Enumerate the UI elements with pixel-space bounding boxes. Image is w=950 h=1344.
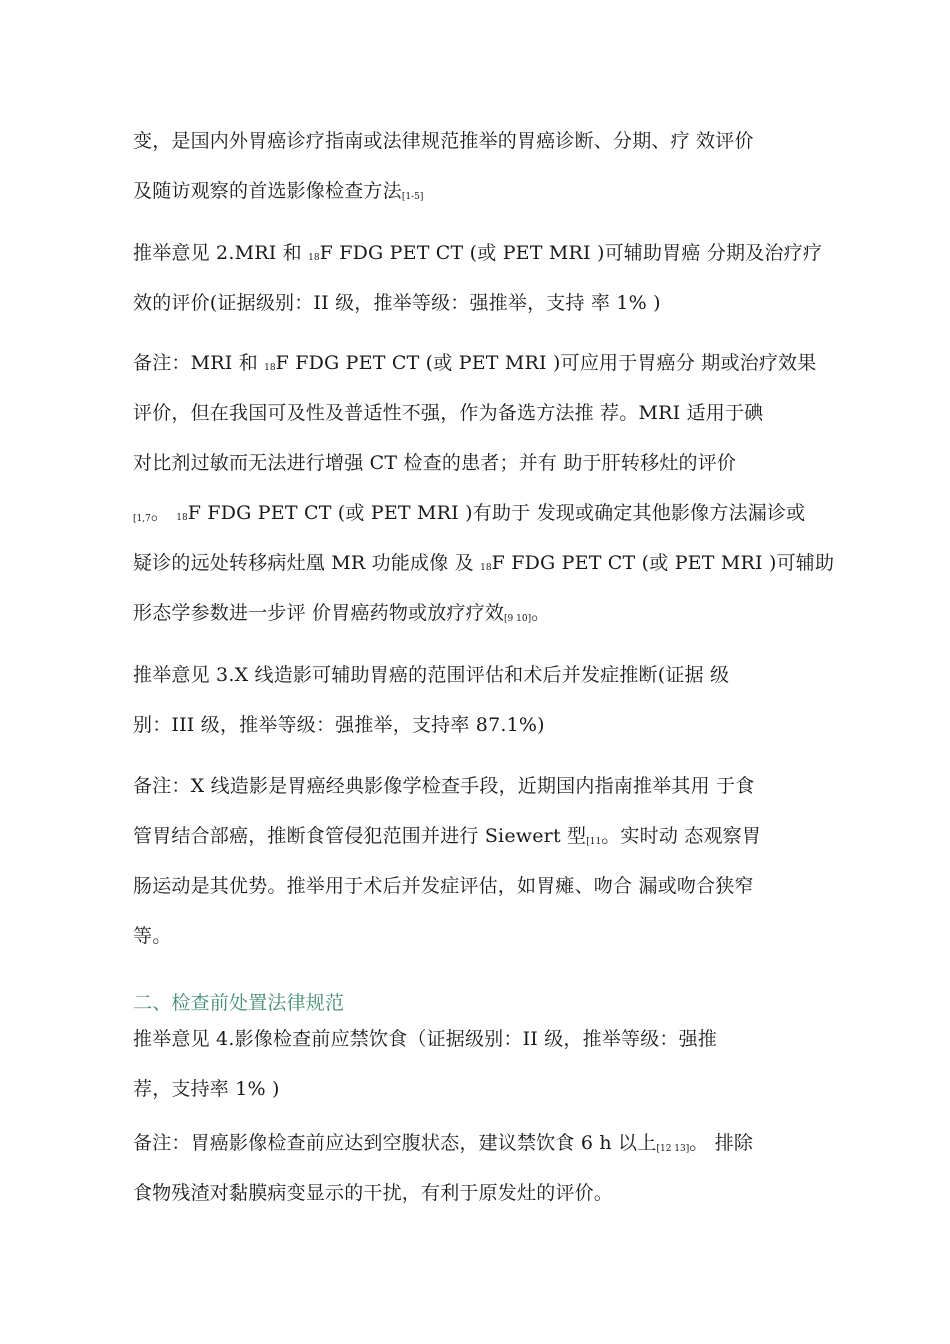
- note-3-line-3: 对比剂过敏而无法进行增强 CT 检查的患者；并有 助于肝转移灶的评价: [133, 452, 737, 474]
- recommendation-4-line-1: 推举意见 4.影像检查前应禁饮食（证据级别：II 级，推举等级：强推: [133, 1028, 718, 1050]
- note-3-line-6: 形态学参数进一步评 价胃癌药物或放疗疗效[9 10]。: [133, 602, 551, 624]
- citation-ref: [11: [586, 837, 602, 847]
- citation-ref: [9 10]: [504, 614, 532, 624]
- p1-line-2: 及随访观察的首选影像检查方法[1-5]: [133, 180, 424, 202]
- citation-ref: [1-5]: [401, 192, 424, 202]
- note-5-line-1: 备注：胃癌影像检查前应达到空腹状态，建议禁饮食 6 h 以上[12 13]。 排除: [133, 1132, 754, 1154]
- isotope-mass-number: 18: [480, 563, 492, 573]
- recommendation-2-line-1: 推举意见 2.MRI 和 18F FDG PET CT (或 PET MRI )可辅助胃癌 分期及治疗疗: [133, 242, 823, 264]
- note-4-line-3: 肠运动是其优势。推举用于术后并发症评估，如胃瘫、吻合 漏或吻合狭窄: [133, 875, 754, 897]
- note-3-line-4: [1,7。 18F FDG PET CT (或 PET MRI )有助于 发现或确定其他影像方法漏诊或: [133, 502, 806, 524]
- note-3-line-1: 备注：MRI 和 18F FDG PET CT (或 PET MRI )可应用于胃癌分 期或治疗效果: [133, 352, 817, 374]
- note-4-line-1: 备注：X 线造影是胃癌经典影像学检查手段，近期国内指南推举其用 于食: [133, 775, 755, 797]
- isotope-mass-number: 18: [308, 253, 320, 263]
- note-4-line-2: 管胃结合部癌，推断食管侵犯范围并进行 Siewert 型[11。实时动 态观察胃: [133, 825, 762, 847]
- recommendation-2-line-2: 效的评价(证据级别：II 级，推举等级：强推举，支持 率 1% ): [133, 292, 661, 314]
- section-heading: 二、检查前处置法律规范: [133, 992, 345, 1014]
- recommendation-3-line-1: 推举意见 3.X 线造影可辅助胃癌的范围评估和术后并发症推断(证据 级: [133, 664, 730, 686]
- recommendation-4-line-2: 荐，支持率 1% ): [133, 1078, 280, 1100]
- note-3-line-5: 疑诊的远处转移病灶凰 MR 功能成像 及 18F FDG PET CT (或 PET MRI )可辅助: [133, 552, 835, 574]
- recommendation-3-line-2: 别：III 级，推举等级：强推举，支持率 87.1%): [133, 714, 545, 736]
- note-5-line-2: 食物残渣对黏膜病变显示的干扰，有利于原发灶的评价。: [133, 1182, 614, 1204]
- isotope-mass-number: 18: [176, 513, 188, 523]
- p1-line-1: 变，是国内外胃癌诊疗指南或法律规范推举的胃癌诊断、分期、疗 效评价: [133, 130, 754, 152]
- note-3-line-2: 评价，但在我国可及性及普适性不强，作为备选方法推 荐。MRI 适用于碘: [133, 402, 764, 424]
- isotope-mass-number: 18: [264, 363, 276, 373]
- citation-ref: [12 13]: [656, 1144, 690, 1154]
- citation-ref: [1,7: [133, 514, 151, 524]
- note-4-line-4: 等。: [133, 925, 172, 947]
